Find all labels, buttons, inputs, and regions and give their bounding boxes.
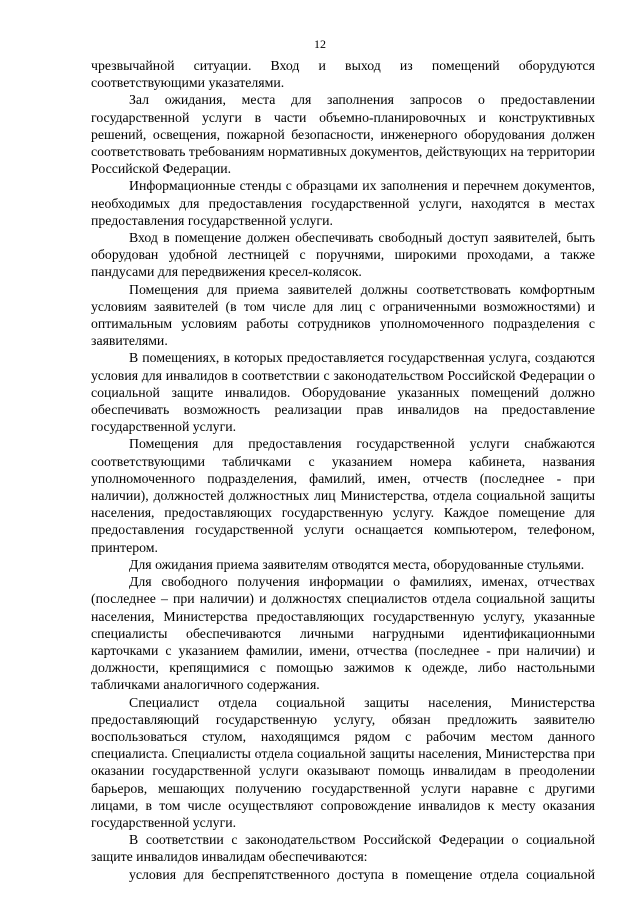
paragraph: В соответствии с законодательством Российской Федерации о социальной защите инвалидов инвалидам обеспечиваются: <box>91 832 595 865</box>
paragraph: Помещения для предоставления государственной услуги снабжаются соответствующими табличками с указанием номера кабинета, названия уполномоченного подразделения, фамилий, имен, отчеств (последнее - при наличии), должностей должностных лиц Министерства, отдела социальной защиты населения, предоставляющих государственную услугу. Каждое помещение для предоставления государственной услуги оснащается компьютером, телефоном, принтером. <box>91 436 595 555</box>
paragraph: Специалист отдела социальной защиты населения, Министерства предоставляющий государственную услугу, обязан предложить заявителю воспользоваться стулом, находящимся рядом с рабочим местом данного специалиста. Специалисты отдела социальной защиты населения, Министерства при оказании государственной услуги оказывают помощь инвалидам в преодолении барьеров, мешающих получению государственной услуги наравне с другими лицами, в том числе осуществляют сопровождение инвалидов к месту оказания государственной услуги. <box>91 694 595 830</box>
paragraph: Для ожидания приема заявителям отводятся места, оборудованные стульями. <box>129 556 585 572</box>
paragraph: Вход в помещение должен обеспечивать свободный доступ заявителей, быть оборудован удобной лестницей с поручнями, широкими проходами, а также пандусами для передвижения кресел-колясок. <box>91 230 595 280</box>
page-number: 12 <box>314 37 326 51</box>
paragraph: чрезвычайной ситуации. Вход и выход из помещений оборудуются соответствующими указателями. <box>91 58 595 91</box>
paragraph: Зал ожидания, места для заполнения запросов о предоставлении государственной услуги в части объемно-планировочных и конструктивных решений, освещения, пожарной безопасности, инженерного оборудования должен соответствовать требованиям нормативных документов, действующих на территории Российской Федерации. <box>91 92 595 177</box>
paragraph: Для свободного получения информации о фамилиях, именах, отчествах (последнее – при наличии) и должностях специалистов отдела социальной защиты населения, Министерства предоставляющих государственную услугу, указанные специалисты обеспечиваются личными нагрудными идентификационными карточками с указанием фамилии, имени, отчества (последнее - при наличии) и должности, крепящимися с помощью зажимов к одежде, либо настольными табличками аналогичного содержания. <box>91 574 595 693</box>
body-text <box>91 57 595 883</box>
paragraph: Информационные стенды с образцами их заполнения и перечнем документов, необходимых для предоставления государственной услуги, находятся в местах предоставления государственной услуги. <box>91 178 595 228</box>
paragraph: условия для беспрепятственного доступа в помещение отдела социальной <box>129 866 595 882</box>
paragraph: В помещениях, в которых предоставляется государственная услуга, создаются условия для инвалидов в соответствии с законодательством Российской Федерации о социальной защите инвалидов. Оборудование указанных помещений должно обеспечивать возможность реализации прав инвалидов на предоставление государственной услуги. <box>91 350 595 435</box>
paragraph: Помещения для приема заявителей должны соответствовать комфортным условиям заявителей (в том числе для лиц с ограниченными возможностями) и оптимальным условиям работы сотрудников уполномоченного подразделения с заявителями. <box>91 281 595 349</box>
